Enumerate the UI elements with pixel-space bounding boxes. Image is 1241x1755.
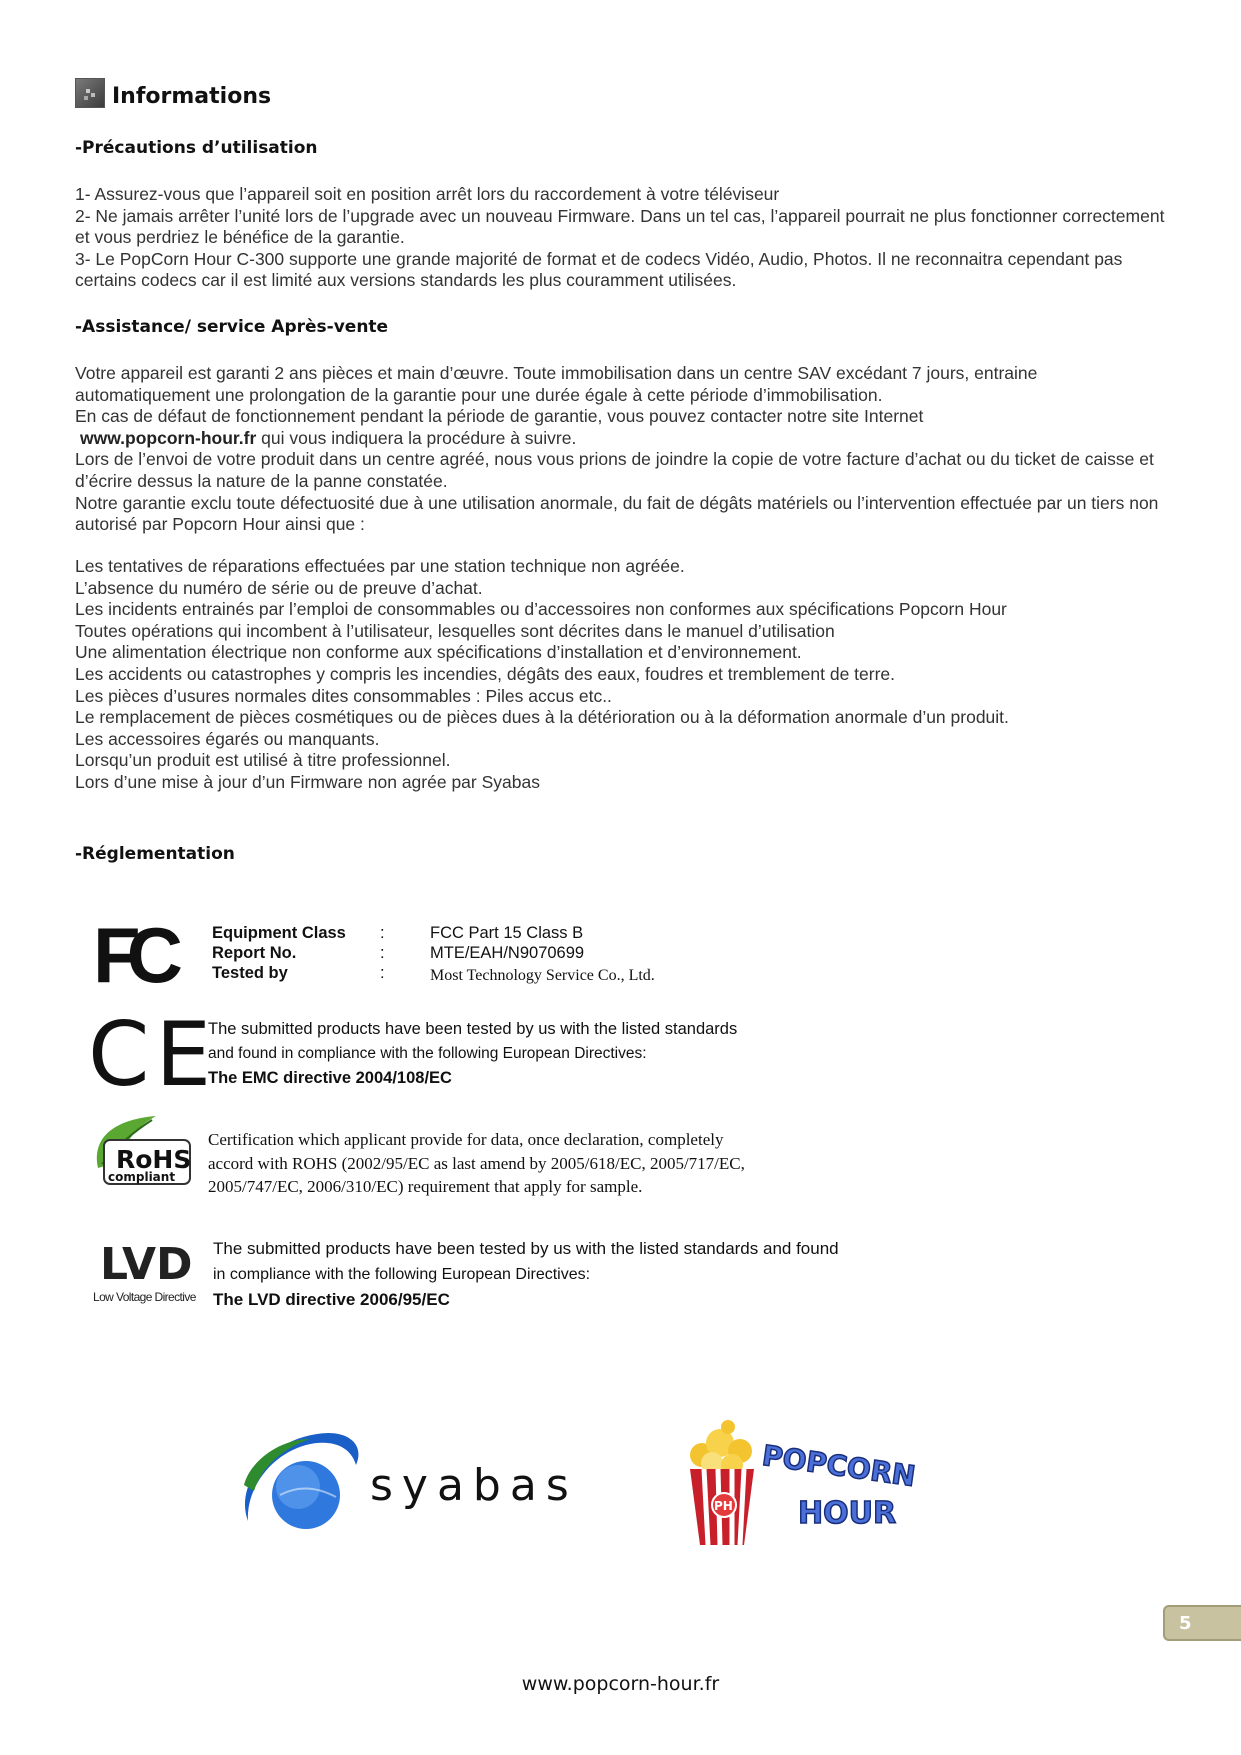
lvd-logo-sub: Low Voltage Directive xyxy=(93,1290,196,1304)
exclusion-item: Les pièces d’usures normales dites consommables : Piles accus etc.. xyxy=(75,685,612,706)
rohs-line: accord with ROHS (2002/95/EC as last amend by 2005/618/EC, 2005/717/EC, xyxy=(208,1153,745,1173)
fcc-colon: : xyxy=(380,924,385,942)
exclusions-list xyxy=(75,556,1175,794)
ce-line: and found in compliance with the following European Directives: xyxy=(208,1044,647,1062)
fcc-label: Report No. xyxy=(212,944,297,962)
exclusion-item: Le remplacement de pièces cosmétiques ou de pièces dues à la détérioration ou à la déformation anormale d’un produit. xyxy=(75,707,1009,728)
lvd-line: The LVD directive 2006/95/EC xyxy=(213,1290,450,1309)
fcc-colon: : xyxy=(380,944,385,962)
precaution-item: 3- Le PopCorn Hour C-300 supporte une grande majorité de format et de codecs Vidéo, Audio, Photos. Il ne reconnaitra cependant pas certains codecs car il est limité aux versions standards les plus couramment utilisées. xyxy=(75,248,1123,291)
assistance-paragraph: Lors de l’envoi de votre produit dans un centre agréé, nous vous prions de joindre la copie de votre facture d’achat ou du ticket de caisse et d’écrire dessus la nature de la panne constatée. xyxy=(75,449,1154,491)
fcc-logo xyxy=(93,911,195,999)
lvd-line: The submitted products have been tested by us with the listed standards and found xyxy=(213,1239,839,1258)
exclusion-item: Les accessoires égarés ou manquants. xyxy=(75,728,380,749)
fcc-value: MTE/EAH/N9070699 xyxy=(430,944,585,962)
exclusion-item: Toutes opérations qui incombent à l’utilisateur, lesquelles sont décrites dans le manuel d’utilisation xyxy=(75,620,835,641)
fcc-value: Most Technology Service Co., Ltd. xyxy=(430,967,655,984)
fcc-logo-text: FC xyxy=(93,911,169,999)
exclusion-item: Les incidents entrainés par l’emploi de consommables ou d’accessoires non conformes aux spécifications Popcorn Hour xyxy=(75,599,1007,620)
exclusion-item: Lorsqu’un produit est utilisé à titre professionnel. xyxy=(75,750,451,771)
exclusion-item: Une alimentation électrique non conforme aux spécifications d’installation et d’environnement. xyxy=(75,642,802,663)
ce-line: The EMC directive 2004/108/EC xyxy=(208,1069,452,1087)
assistance-paragraph: Votre appareil est garanti 2 ans pièces et main d’œuvre. Toute immobilisation dans un centre SAV excédant 7 jours, entraine automatiquement une prolongation de la garantie pour une durée égale à cette période d’immobilisation. xyxy=(75,363,1038,405)
website-link[interactable]: www.popcorn-hour.fr xyxy=(80,427,257,448)
fcc-label: Equipment Class xyxy=(212,924,346,942)
rohs-line: 2005/747/EC, 2006/310/EC) requirement that apply for sample. xyxy=(208,1177,643,1196)
exclusion-item: Lors d’une mise à jour d’un Firmware non agrée par Syabas xyxy=(75,771,540,792)
globe-highlight xyxy=(276,1465,320,1509)
popcorn-badge-text: PH xyxy=(714,1499,733,1513)
precautions-list xyxy=(75,184,1175,292)
precautions-heading: -Précautions d’utilisation xyxy=(75,138,318,158)
precaution-item: 1- Assurez-vous que l’appareil soit en position arrêt lors du raccordement à votre téléviseur xyxy=(75,184,780,204)
footer-url[interactable]: www.popcorn-hour.fr xyxy=(521,1673,720,1695)
lvd-statement xyxy=(213,1236,839,1313)
rohs-logo-text: RoHS xyxy=(116,1145,192,1174)
page-number: 5 xyxy=(1179,1613,1192,1634)
assistance-paragraph: En cas de défaut de fonctionnement pendant la période de garantie, vous pouvez contacter notre site Internet xyxy=(75,406,924,427)
assistance-link-suffix: qui vous indiquera la procédure à suivre. xyxy=(256,427,577,448)
ce-statement xyxy=(208,1017,737,1091)
fcc-label: Tested by xyxy=(212,964,288,982)
fcc-colon: : xyxy=(380,964,385,982)
ce-line: The submitted products have been tested by us with the listed standards xyxy=(208,1020,738,1038)
section-bullet-icon xyxy=(75,78,105,108)
assistance-paragraph xyxy=(75,428,1175,450)
rohs-line: Certification which applicant provide for data, once declaration, completely xyxy=(208,1130,724,1149)
assistance-paragraph: Notre garantie exclu toute défectuosité due à une utilisation anormale, du fait de dégâts matériels ou l’intervention effectuée par un tiers non autorisé par Popcorn Hour ainsi que : xyxy=(75,492,1159,535)
fcc-value: FCC Part 15 Class B xyxy=(430,924,584,942)
exclusion-item: Les tentatives de réparations effectuées par une station technique non agréée. xyxy=(75,556,685,576)
popcorn-hour-logo xyxy=(680,1415,960,1550)
syabas-logo-mark xyxy=(240,1425,370,1535)
assistance-text xyxy=(75,363,1175,536)
hour-wordmark: HOUR xyxy=(798,1496,897,1531)
assistance-heading: -Assistance/ service Après-vente xyxy=(75,317,389,337)
regulation-heading: -Réglementation xyxy=(75,844,235,864)
ce-logo xyxy=(88,1003,218,1106)
rohs-statement xyxy=(208,1128,745,1199)
popcorn-wordmark: POPCORN xyxy=(760,1438,918,1494)
precaution-item: 2- Ne jamais arrêter l’unité lors de l’upgrade avec un nouveau Firmware. Dans un tel cas, l’appareil pourrait ne plus fonctionner correctement et vous perdriez le bénéfice de la garantie. xyxy=(75,205,1165,248)
lvd-logo xyxy=(90,1235,205,1307)
ce-logo-text: CE xyxy=(88,1003,218,1106)
rohs-logo-sub: compliant xyxy=(108,1170,176,1184)
syabas-logo-text: syabas xyxy=(370,1460,578,1511)
page-number-tab xyxy=(1163,1605,1241,1641)
page-title: Informations xyxy=(112,84,272,109)
rohs-logo xyxy=(86,1112,196,1192)
exclusion-item: Les accidents ou catastrophes y compris les incendies, dégâts des eaux, foudres et tremblement de terre. xyxy=(75,663,896,684)
lvd-line: in compliance with the following European Directives: xyxy=(213,1265,591,1283)
exclusion-item: L’absence du numéro de série ou de preuve d’achat. xyxy=(75,577,483,598)
popcorn-kernels-icon xyxy=(690,1420,752,1476)
lvd-logo-text: LVD xyxy=(100,1239,193,1290)
